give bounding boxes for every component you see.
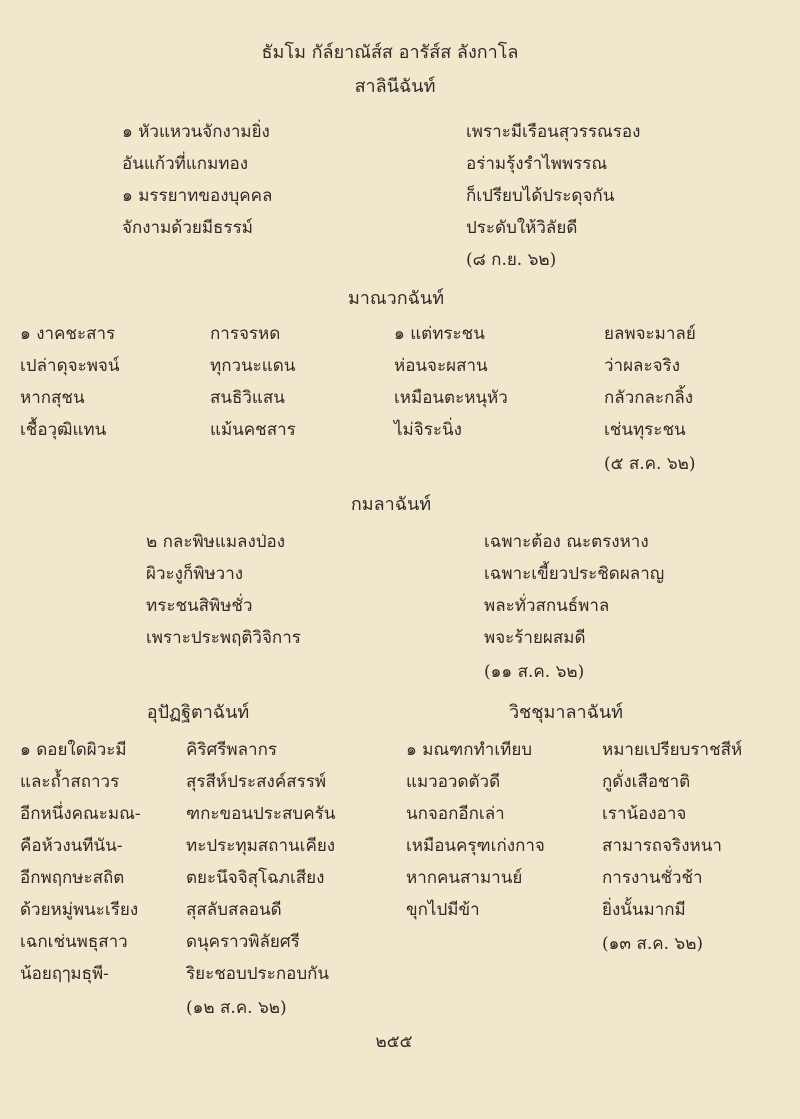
salini-right-line-3: ก็เปรียบได้ประดุจกัน bbox=[466, 186, 615, 206]
salini-left-line-2: อันแก้วที่แกมทอง bbox=[122, 154, 249, 174]
vijjumala-c1-line-2: แมวอวดตัวดี bbox=[406, 772, 501, 792]
vijjumala-c2-line-4: สามารถจริงหนา bbox=[602, 836, 722, 856]
kamala-left-line-1: ๒ กละพิษแมลงป่อง bbox=[146, 532, 286, 552]
salini-right-line-2: อร่ามรุ้งรำไพพรรณ bbox=[466, 154, 608, 174]
manavaka-c1-line-1: ๑ งาคชะสาร bbox=[20, 324, 116, 344]
upatthita-c1-line-7: เฉกเช่นพธุสาว bbox=[20, 932, 128, 952]
upatthita-c2-line-5: ตยะนึจจิสุโฉภเสียง bbox=[186, 868, 325, 888]
kamala-right-line-1: เฉพาะต้อง ณะตรงหาง bbox=[484, 532, 649, 552]
kamala-left-line-4: เพราะประพฤติวิจิการ bbox=[146, 628, 301, 648]
upatthita-c2-line-6: สุสลับสลอนดี bbox=[186, 900, 282, 920]
salini-left-line-3: ๑ มรรยาทของบุคคล bbox=[122, 186, 273, 206]
upatthita-c1-line-1: ๑ ดอยใดผิวะมี bbox=[20, 740, 127, 760]
manavaka-c3-line-1: ๑ แต่ทระชน bbox=[394, 324, 485, 344]
vijjumala-date: (๑๓ ส.ค. ๖๒) bbox=[602, 934, 704, 954]
vijjumala-c2-line-5: การงานชั่วช้า bbox=[602, 868, 703, 888]
kamala-right-line-3: พละทั่วสกนธ์พาล bbox=[484, 596, 610, 616]
kamala-right-line-4: พจะร้ายผสมดี bbox=[484, 628, 586, 648]
upatthita-c1-line-5: อีกพฤกษะสถิต bbox=[20, 868, 125, 888]
manavaka-c2-line-2: ทุกวนะแดน bbox=[210, 356, 296, 376]
manavaka-c3-line-4: ไม่จิระนิ่ง bbox=[394, 420, 462, 440]
salini-left-line-4: จักงามด้วยมีธรรม์ bbox=[122, 218, 253, 238]
salini-date: (๘ ก.ย. ๖๒) bbox=[466, 250, 557, 270]
kamala-left-line-3: ทระชนสิพิษชั่ว bbox=[146, 596, 253, 616]
upatthita-c1-line-3: อีกหนึ่งคณะมณ- bbox=[20, 804, 141, 824]
upatthita-c1-line-6: ด้วยหมู่พนะเรียง bbox=[20, 900, 139, 920]
manavaka-c4-line-1: ยลพจะมาลย์ bbox=[604, 324, 696, 344]
upatthita-c1-line-8: น้อยฤๅมธุพี- bbox=[20, 964, 109, 984]
kamala-left-line-2: ผิวะงูก็พิษวาง bbox=[146, 564, 244, 584]
upatthita-c2-line-7: ดนุคราวพิลัยศรี bbox=[186, 932, 300, 952]
manavaka-c1-line-2: เปล่าดุจะพจน์ bbox=[20, 356, 120, 376]
vijjumala-c1-line-1: ๑ มณฑกทำเทียบ bbox=[406, 740, 533, 760]
manavaka-c4-line-2: ว่าผละจริง bbox=[604, 356, 680, 376]
salini-right-line-4: ประดับให้วิลัยดี bbox=[466, 218, 578, 238]
manavaka-title: มาณวกฉันท์ bbox=[347, 288, 445, 309]
upatthita-date: (๑๒ ส.ค. ๖๒) bbox=[186, 998, 287, 1018]
page-heading: ธัมโม กัล์ยาณัส์ส อารัส์ส ลังกาโล bbox=[261, 42, 519, 63]
manavaka-c4-line-4: เช่นทุระชน bbox=[604, 420, 686, 440]
upatthita-c2-line-1: คิริศรีพลากร bbox=[186, 740, 278, 760]
vijjumala-c1-line-4: เหมือนครุฑเก่งกาจ bbox=[406, 836, 545, 856]
vijjumala-c2-line-6: ยิ่งนั้นมากมี bbox=[602, 900, 686, 920]
manavaka-c1-line-3: หากสุชน bbox=[20, 388, 85, 408]
salini-title: สาลินีฉันท์ bbox=[354, 76, 436, 97]
vijjumala-c1-line-3: นกจอกอีกเล่า bbox=[406, 804, 505, 824]
manavaka-date: (๕ ส.ค. ๖๒) bbox=[604, 454, 696, 474]
upatthita-title: อุปัฏฐิตาฉันท์ bbox=[146, 702, 250, 723]
vijjumala-c1-line-6: ขุกไปมีข้า bbox=[406, 900, 480, 920]
manavaka-c4-line-3: กลัวกละกลิ้ง bbox=[604, 388, 694, 408]
manavaka-c1-line-4: เชื้อวุฒิแทน bbox=[20, 420, 107, 440]
salini-right-line-1: เพราะมีเรือนสุวรรณรอง bbox=[466, 122, 641, 142]
salini-left-line-1: ๑ หัวแหวนจักงามยิ่ง bbox=[122, 122, 270, 142]
vijjumala-c2-line-3: เราน้องอาจ bbox=[602, 804, 687, 824]
upatthita-c2-line-8: ริยะชอบประกอบกัน bbox=[186, 964, 330, 984]
manavaka-c2-line-1: การจรหด bbox=[210, 324, 281, 344]
manavaka-c2-line-3: สนธิวิแสน bbox=[210, 388, 285, 408]
kamala-title: กมลาฉันท์ bbox=[350, 494, 432, 515]
manavaka-c2-line-4: แม้นคชสาร bbox=[210, 420, 296, 440]
manavaka-c3-line-2: ห่อนจะผสาน bbox=[394, 356, 488, 376]
upatthita-c2-line-3: ฑกะขอนประสบครัน bbox=[186, 804, 336, 824]
manavaka-c3-line-3: เหมือนตะหนุหัว bbox=[394, 388, 508, 408]
upatthita-c1-line-2: และถ้ำสถาวร bbox=[20, 772, 120, 792]
kamala-date: (๑๑ ส.ค. ๖๒) bbox=[484, 662, 585, 682]
upatthita-c1-line-4: คือห้วงนทีนัน- bbox=[20, 836, 123, 856]
vijjumala-c1-line-5: หากคนสามานย์ bbox=[406, 868, 523, 888]
vijjumala-c2-line-2: กูดั่งเสือชาติ bbox=[602, 772, 691, 792]
kamala-right-line-2: เฉพาะเขี้ยวประชิดผลาญ bbox=[484, 564, 665, 584]
page-number: ๒๕๕ bbox=[375, 1032, 413, 1052]
upatthita-c2-line-4: ทะประทุมสถานเคียง bbox=[186, 836, 336, 856]
vijjumala-c2-line-1: หมายเปรียบราชสีห์ bbox=[602, 740, 743, 760]
upatthita-c2-line-2: สุรสีห์ประสงค์สรรพ์ bbox=[186, 772, 327, 792]
vijjumala-title: วิชชุมาลาฉันท์ bbox=[508, 702, 624, 723]
